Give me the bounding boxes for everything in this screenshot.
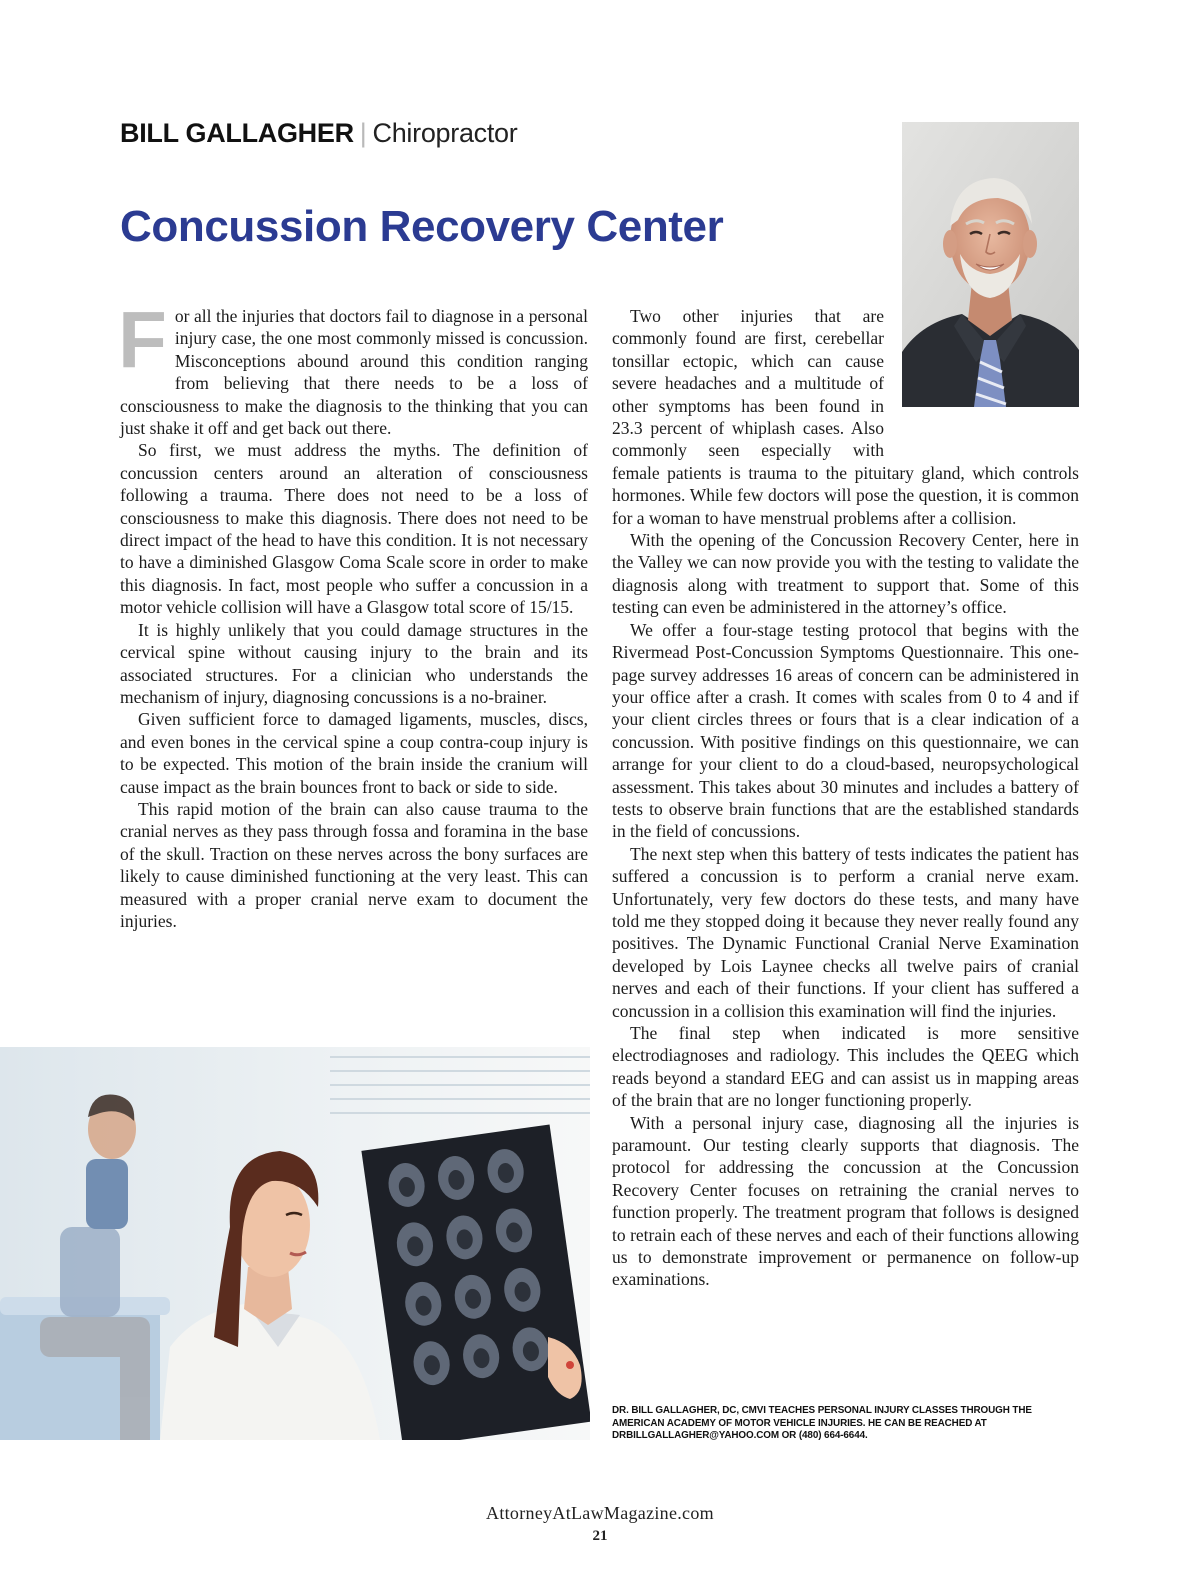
footer-website: AttorneyAtLawMagazine.com — [486, 1503, 714, 1523]
paragraph: So first, we must address the myths. The definition of concussion centers around an alteration of consciousness following a trauma. There does not need to be a loss of consciousness to make this diagnosis. There does not need to be direct impact of the head to have this condition. It is not necessary to have a diminished Glasgow Coma Scale score in order to make this diagnosis. In fact, most people who suffer a concussion in a motor vehicle collision will have a Glasgow total score of 15/15. — [120, 440, 588, 618]
byline — [120, 118, 517, 149]
article-column-right — [612, 305, 1079, 1291]
paragraph: The next step when this battery of tests indicates the patient has suffered a concussion is to perform a cranial nerve exam. Unfortunately, very few doctors do these tests, and many have told me they stopped doing it because they never really found any positives. The Dynamic Functional Cranial Nerve Examination developed by Lois Laynee checks all twelve pairs of cranial nerves and each of their functions. If your client has suffered a concussion in a collision this examination will find the injuries. — [612, 843, 1079, 1021]
paragraph: We offer a four-stage testing protocol that begins with the Rivermead Post-Concussion Symptoms Questionnaire. This one-page survey addresses 16 areas of concern can be administered in your office after a crash. It comes with scales from 0 to 4 and if your client circles threes or fours that is a clear indication of a concussion. With positive findings on this questionnaire, we can arrange for your client to do a cloud-based, neuropsychological assessment. This takes about 30 minutes and includes a battery of tests to observe brain functions that are the established standards in the field of concussions. — [612, 619, 1079, 842]
page-number: 21 — [592, 1528, 608, 1544]
portrait-wrap-spacer — [884, 305, 1079, 443]
paragraph: With the opening of the Concussion Recovery Center, here in the Valley we can now provide you with the testing to validate the diagnosis along with treatment to support that. Some of this testing can even be administered in the attorney’s office. — [612, 530, 1079, 618]
paragraph: With a personal injury case, diagnosing all the injuries is paramount. Our testing clearly supports that diagnosis. The protocol for addressing the concussion at the Concussion Recovery Center focuses on retraining the cranial nerves to function properly. The treatment program that follows is designed to retrain each of these nerves and each of their functions allowing us to demonstrate improvement or permanence on follow-up examinations. — [612, 1112, 1079, 1290]
author-role: Chiropractor — [372, 118, 518, 148]
paragraph: The final step when indicated is more sensitive electrodiagnoses and radiology. This includes the QEEG which reads beyond a standard EEG and can assist us in mapping areas of the brain that are no longer functioning properly. — [612, 1023, 1079, 1111]
article-title: Concussion Recovery Center — [120, 202, 724, 251]
paragraph: Two other injuries that are commonly found are first, cerebellar tonsillar ectopic, which can cause severe headaches and a multitude of other symptoms has been found in 23.3 percent of whiplash cases. Also commonly seen especially with female patients is trauma to the pituitary gland, which controls hormones. While few doctors will pose the question, it is common for a woman to have menstrual problems after a collision. — [612, 306, 1079, 528]
author-name: BILL GALLAGHER — [120, 118, 354, 148]
doctor-xray-photo — [0, 1047, 590, 1440]
byline-separator: | — [359, 118, 367, 148]
doctor-xray-illustration — [0, 1047, 590, 1440]
paragraph: It is highly unlikely that you could damage structures in the cervical spine without causing injury to the brain and its associated structures. For a clinician who understands the mechanism of injury, diagnosing concussions is a no-brainer. — [120, 619, 588, 707]
paragraph: Given sufficient force to damaged ligaments, muscles, discs, and even bones in the cervical spine a coup contra-coup injury is to be expected. This motion of the brain inside the cranium will cause impact as the brain bounces front to back or side to side. — [120, 709, 588, 797]
drop-cap: F — [118, 295, 167, 384]
article-column-left — [118, 295, 588, 932]
author-bio: DR. BILL GALLAGHER, DC, CMVI TEACHES PERSONAL INJURY CLASSES THROUGH THE AMERICAN ACADEMY OF MOTOR VEHICLE INJURIES. HE CAN BE REACHED AT DRBILLGALLAGHER@YAHOO.COM OR (480) 664-6644. — [612, 1405, 1032, 1442]
paragraph: This rapid motion of the brain can also cause trauma to the cranial nerves as they pass through fossa and foramina in the base of the skull. Traction on these nerves across the bony surfaces are likely to cause diminished functioning at the very least. This can measured with a proper cranial nerve exam to document the injuries. — [120, 798, 588, 931]
paragraph: or all the injuries that doctors fail to diagnose in a personal injury case, the one most commonly missed is concussion. Misconceptions abound around this condition ranging from believing that there needs to be a loss of consciousness to make the diagnosis to the thinking that you can just shake it off and get back out there. — [120, 306, 588, 439]
